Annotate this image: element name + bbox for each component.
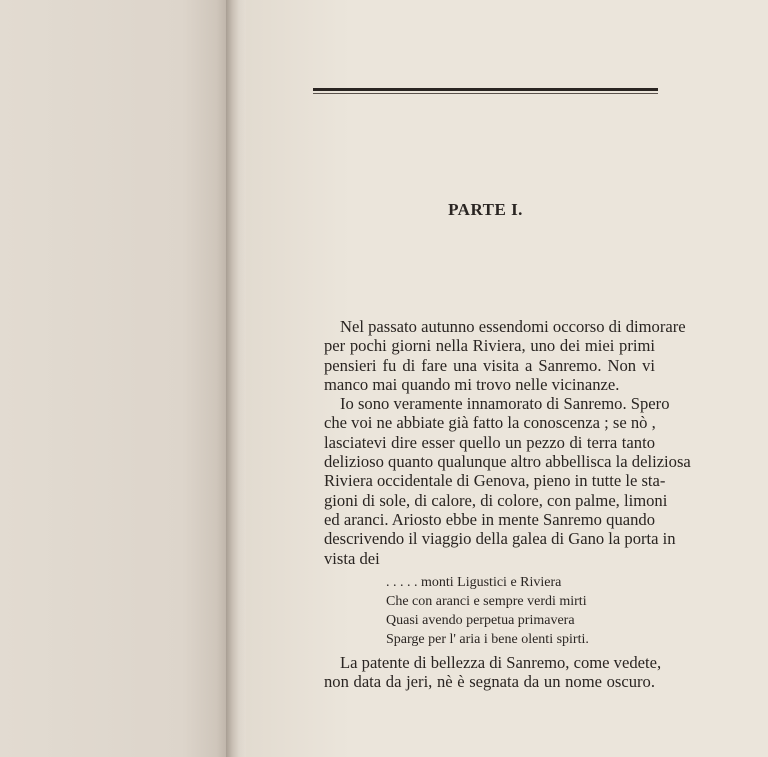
text-line: Riviera occidentale di Genova, pieno in tutte le sta- (324, 471, 666, 491)
verse-line: Quasi avendo perpetua primavera (386, 612, 575, 628)
text-line: pensieri fu di fare una visita a Sanremo. Non vi (324, 355, 655, 375)
text-line: ed aranci. Ariosto ebbe in mente Sanremo quando (324, 509, 655, 529)
text-line: gioni di sole, di calore, di colore, con palme, limoni (324, 490, 668, 510)
text-line: per pochi giorni nella Riviera, uno dei miei primi (324, 336, 655, 356)
header-rule-thin (313, 93, 658, 94)
paragraph-3 (324, 652, 662, 692)
text-line: lasciatevi dire esser quello un pezzo di terra tanto (324, 432, 655, 452)
text-line: manco mai quando mi trovo nelle vicinanze. (324, 374, 620, 394)
book-gutter (226, 0, 248, 757)
header-rule (313, 88, 658, 91)
text-line: Io sono veramente innamorato di Sanremo. Spero (340, 394, 670, 414)
text-line: delizioso quanto qualunque altro abbellisca la deliziosa (324, 452, 691, 472)
part-heading: PARTE I. (448, 200, 523, 219)
text-line: che voi ne abbiate già fatto la conoscenza ; se nò , (324, 413, 656, 433)
verse-quote (386, 573, 655, 649)
verse-line: Che con aranci e sempre verdi mirti (386, 593, 587, 609)
text-line: La patente di bellezza di Sanremo, come vedete, (340, 652, 662, 672)
verse-line: Sparge per l' aria i bene olenti spirti. (386, 631, 589, 647)
text-line: vista dei (324, 548, 380, 568)
body-text (324, 317, 691, 692)
paragraph-1 (324, 317, 686, 394)
paragraph-2 (324, 394, 691, 568)
text-line: non data da jeri, nè è segnata da un nome oscuro. (324, 672, 655, 692)
text-line: descrivendo il viaggio della galea di Gano la porta in (324, 529, 676, 549)
text-line: Nel passato autunno essendomi occorso di dimorare (340, 317, 686, 336)
verse-line: . . . . . monti Ligustici e Riviera (386, 574, 562, 590)
left-page-blank (0, 0, 228, 757)
